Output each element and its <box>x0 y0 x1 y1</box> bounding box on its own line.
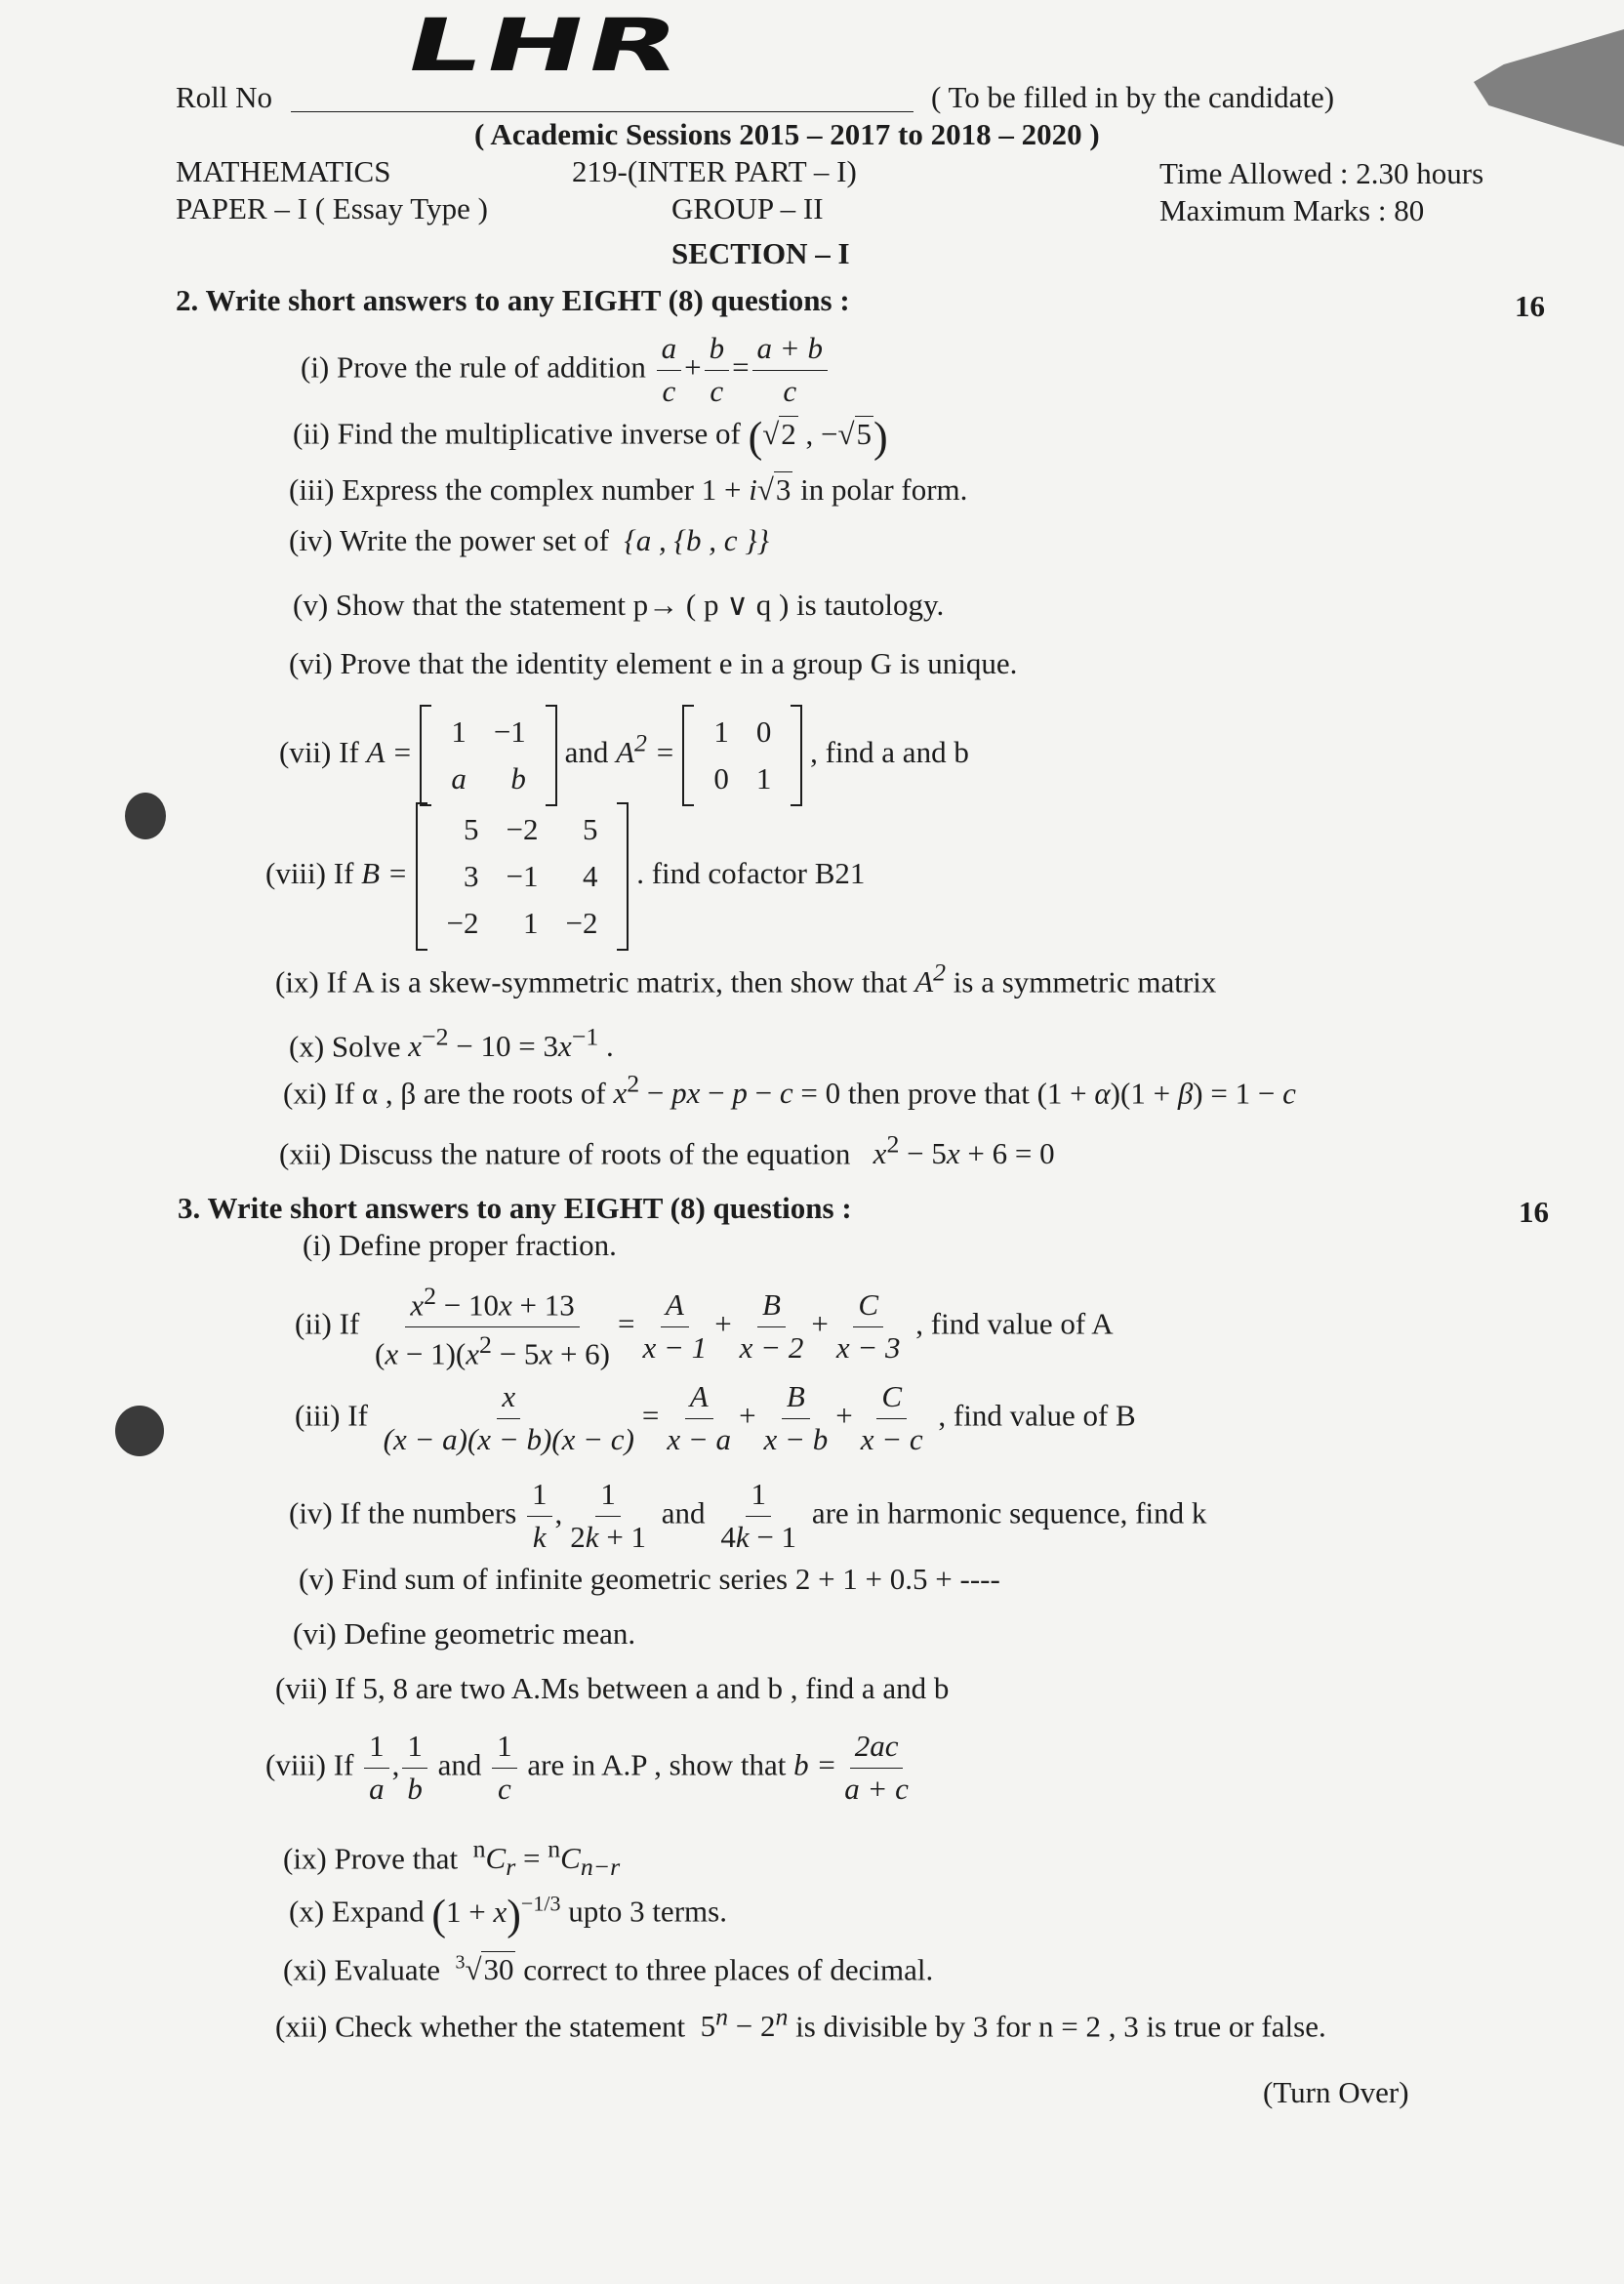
q2-i-text: Prove the rule of addition <box>337 349 646 385</box>
q3-item-ix <box>283 1835 620 1883</box>
matrix: 5 −2 5 3 −1 4 −2 1 −2 <box>416 802 629 951</box>
q2-viii-text: If <box>333 856 354 891</box>
fraction: $\frac{x^2 - 10x + 13}{(x - 1)(x^2 - 5x + 6)}$ <box>375 1282 611 1371</box>
q2-item-vi <box>289 646 1017 681</box>
q3-ix-text: Prove that <box>334 1841 459 1876</box>
q2-iii-text: Express the complex number <box>342 472 694 507</box>
q2-v-num: (v) <box>293 588 329 622</box>
q3-xii-text: Check whether the statement <box>335 2009 686 2044</box>
q2-xi-mid: then prove that <box>847 1076 1030 1111</box>
q2-title: 2. Write short answers to any EIGHT (8) questions : <box>176 283 850 317</box>
q2-vii-num: (vii) <box>279 735 332 770</box>
fraction: $\frac{x}{(x - a)(x - b)(x - c)}$ <box>383 1379 634 1456</box>
q3-item-vii <box>275 1671 949 1706</box>
q2-xii-num: (xii) <box>279 1136 332 1171</box>
math-expression: (√2 , −√5) <box>748 413 888 461</box>
math-expression: $5^n - 2^n$ <box>692 2003 789 2044</box>
q3-i-text: Define proper fraction. <box>339 1228 617 1262</box>
q2-xi-text: If α , β are the roots of <box>334 1076 606 1111</box>
q3-vi-text: Define geometric mean. <box>344 1616 636 1651</box>
q3-viii-after: are in A.P , show that <box>527 1747 787 1782</box>
q2-iii-after: in polar form. <box>800 472 968 507</box>
q2-i-num: (i) <box>301 349 330 385</box>
q2-item-ii <box>293 412 888 462</box>
matrix: 1 −1 a b <box>420 705 556 806</box>
q3-item-ii: (ii) If $\frac{x^2 - 10x + 13}{(x - 1)(x^2 - 5x + 6)}$ = $\frac{A}{x - 1}$ + $\frac{B}{x - 2}$ + $\frac{C}{x - 3}$ , find value of A <box>295 1281 1114 1373</box>
math-expression: 1 + i√3 <box>701 472 792 507</box>
q3-x-text: Expand <box>331 1894 425 1929</box>
fraction: $\frac{1}{4k - 1}$ <box>720 1477 797 1554</box>
math-expression: $(1 + x)^{-1/3}$ <box>431 1891 561 1938</box>
q2-item-xii <box>279 1130 1055 1171</box>
fraction: $\frac{1}{c}$ <box>492 1728 517 1809</box>
fraction: $\frac{A}{x - 1}$ <box>642 1287 708 1366</box>
time-allowed: Time Allowed : 2.30 hours <box>1159 156 1484 190</box>
math-expression: $^nC_r = ^nC_{n-r}$ <box>472 1835 621 1882</box>
q2-item-x <box>289 1023 614 1064</box>
subject: MATHEMATICS <box>176 154 391 188</box>
handwritten-mark: LHR <box>396 4 693 89</box>
q2-xi-num: (xi) <box>283 1076 327 1111</box>
q2-viii-num: (viii) <box>265 856 326 891</box>
math-expression: A = <box>366 735 413 770</box>
q3-x-num: (x) <box>289 1894 325 1929</box>
fraction: $\frac{1}{b}$ <box>402 1728 427 1809</box>
q2-ix-after: is a symmetric matrix <box>953 964 1217 999</box>
q3-item-xii <box>275 2003 1326 2044</box>
fraction: $\frac{A}{x - a}$ <box>667 1379 732 1456</box>
fraction: $\frac{a}{c}$ <box>657 330 682 411</box>
math-expression: B = <box>361 856 408 891</box>
q2-item-iv <box>289 523 769 558</box>
q3-ix-num: (ix) <box>283 1841 327 1876</box>
ink-blot-1 <box>125 793 166 839</box>
q3-iii-text: If <box>347 1398 368 1433</box>
q2-item-ix <box>275 958 1216 999</box>
q3-title: 3. Write short answers to any EIGHT (8) questions : <box>178 1191 852 1225</box>
fraction: $\frac{B}{x - 2}$ <box>739 1287 804 1366</box>
fraction: $\frac{1}{k}$ <box>527 1476 552 1557</box>
q3-item-x <box>289 1890 727 1939</box>
math-expression: $x^{-2} - 10 = 3x^{-1}$ . <box>408 1023 614 1064</box>
section-title: SECTION – I <box>671 236 850 270</box>
q3-marks: 16 <box>1519 1195 1549 1229</box>
q2-vi-text: Prove that the identity element e in a group G is unique. <box>340 646 1018 680</box>
fraction: $\frac{C}{x - 3}$ <box>835 1287 901 1366</box>
q3-item-i <box>303 1228 617 1263</box>
q2-iv-num: (iv) <box>289 523 333 557</box>
q2-iii-num: (iii) <box>289 472 335 507</box>
q2-iv-text: Write the power set of <box>339 523 609 557</box>
fraction: $\frac{B}{x - b}$ <box>763 1379 829 1456</box>
math-expression: $x^2$ − px − p − c = 0 <box>613 1070 841 1111</box>
q2-v-text: Show that the statement p→ ( p ∨ q ) is tautology. <box>335 588 945 622</box>
fraction: $\frac{1}{2k + 1}$ <box>570 1477 647 1554</box>
q3-iii-num: (iii) <box>295 1398 341 1433</box>
academic-sessions: ( Academic Sessions 2015 – 2017 to 2018 – 2020 ) <box>474 117 1100 151</box>
q3-item-iv: (iv) If the numbers $\frac{1}{k}$ , $\frac{1}{2k + 1}$ and $\frac{1}{4k - 1}$ are in harmonic sequence, find k <box>289 1476 1206 1557</box>
q2-x-num: (x) <box>289 1029 325 1064</box>
q3-item-xi <box>283 1952 933 1987</box>
roll-no-label: Roll No <box>176 80 273 114</box>
q3-ii-num: (ii) <box>295 1306 332 1341</box>
q2-xii-text: Discuss the nature of roots of the equation <box>339 1136 851 1171</box>
math-expression: b = <box>793 1747 837 1782</box>
q3-xi-text: Evaluate <box>334 1952 440 1987</box>
fraction: $\frac{C}{x - c}$ <box>860 1379 923 1456</box>
q2-item-viii <box>265 802 865 951</box>
q3-iv-and: and <box>661 1495 706 1530</box>
q3-v-num: (v) <box>299 1562 335 1596</box>
math-expression: $A^2$ = <box>616 728 675 770</box>
math-expression: $x^2 - 5x + 6 = 0$ <box>873 1130 1055 1171</box>
q3-ii-after: , find value of A <box>915 1306 1114 1341</box>
q3-item-viii: (viii) If $\frac{1}{a}$ , $\frac{1}{b}$ and $\frac{1}{c}$ are in A.P , show that b = $\frac{2ac}{a + c}$ <box>265 1728 916 1809</box>
matrix: 1 0 0 1 <box>682 705 802 806</box>
q2-item-xi <box>283 1070 1296 1111</box>
torn-corner <box>1474 29 1624 146</box>
q2-ii-num: (ii) <box>293 416 330 451</box>
maximum-marks: Maximum Marks : 80 <box>1159 193 1425 227</box>
q3-vi-num: (vi) <box>293 1616 337 1651</box>
fraction: $\frac{b}{c}$ <box>705 330 730 411</box>
q2-ix-text: If A is a skew-symmetric matrix, then show that <box>326 964 908 999</box>
q3-item-iii: (iii) If $\frac{x}{(x - a)(x - b)(x - c)}$ = $\frac{A}{x - a}$ + $\frac{B}{x - b}$ + $\frac{C}{x - c}$ , find value of B <box>295 1378 1136 1459</box>
q2-vii-text: If <box>339 735 359 770</box>
math-expression: $^3$√30 <box>455 1952 514 1987</box>
q2-item-i: (i) Prove the rule of addition $\frac{a}{c}$ + $\frac{b}{c}$ = $\frac{a + b}{c}$ <box>301 330 831 411</box>
q3-item-v <box>299 1562 1000 1597</box>
q3-xi-after: correct to three places of decimal. <box>523 1952 934 1987</box>
q3-viii-num: (viii) <box>265 1747 326 1782</box>
q2-ix-num: (ix) <box>275 964 319 999</box>
q3-ii-text: If <box>339 1306 360 1341</box>
q3-viii-and: and <box>437 1747 482 1782</box>
ink-blot-2 <box>115 1406 164 1456</box>
q2-vi-num: (vi) <box>289 646 333 680</box>
q2-x-text: Solve <box>331 1029 401 1064</box>
candidate-note: ( To be filled in by the candidate) <box>931 80 1335 114</box>
q2-item-iii <box>289 472 967 508</box>
q3-iv-num: (iv) <box>289 1495 333 1530</box>
q2-vii-and: and <box>564 735 609 770</box>
q3-vii-num: (vii) <box>275 1671 328 1705</box>
q3-item-vi <box>293 1616 635 1652</box>
q3-xii-num: (xii) <box>275 2009 328 2044</box>
q2-item-v <box>293 588 944 623</box>
q3-v-text: Find sum of infinite geometric series 2 + 1 + 0.5 + ---- <box>341 1562 1000 1596</box>
math-expression: $A^2$ <box>914 958 947 999</box>
q2-vii-after: , find a and b <box>810 735 969 770</box>
q3-x-after: upto 3 terms. <box>568 1894 727 1929</box>
q3-viii-text: If <box>333 1747 354 1782</box>
paper-type: PAPER – I ( Essay Type ) <box>176 191 488 225</box>
fraction: $\frac{1}{a}$ <box>364 1728 389 1809</box>
q2-item-vii <box>279 705 969 806</box>
roll-no-line <box>291 111 914 112</box>
q2-viii-after: . find cofactor B21 <box>636 856 866 891</box>
q3-xi-num: (xi) <box>283 1952 327 1987</box>
q3-i-num: (i) <box>303 1228 332 1262</box>
q2-marks: 16 <box>1515 289 1545 323</box>
math-expression: (1 + α)(1 + β) = 1 − c <box>1036 1076 1296 1111</box>
q3-vii-text: If 5, 8 are two A.Ms between a and b , find a and b <box>335 1671 950 1705</box>
paper-code: 219-(INTER PART – I) <box>572 154 857 188</box>
q3-iii-after: , find value of B <box>938 1398 1136 1433</box>
group: GROUP – II <box>671 191 824 225</box>
fraction: $\frac{2ac}{a + c}$ <box>844 1729 909 1806</box>
q3-iv-text: If the numbers <box>340 1495 517 1530</box>
fraction: $\frac{a + b}{c}$ <box>752 330 828 411</box>
turn-over: (Turn Over) <box>1263 2075 1409 2109</box>
q3-iv-after: are in harmonic sequence, find k <box>811 1495 1207 1530</box>
q2-ii-text: Find the multiplicative inverse of <box>337 416 741 451</box>
q3-xii-after: is divisible by 3 for n = 2 , 3 is true or false. <box>795 2009 1326 2044</box>
math-expression: {a , {b , c }} <box>616 523 770 557</box>
